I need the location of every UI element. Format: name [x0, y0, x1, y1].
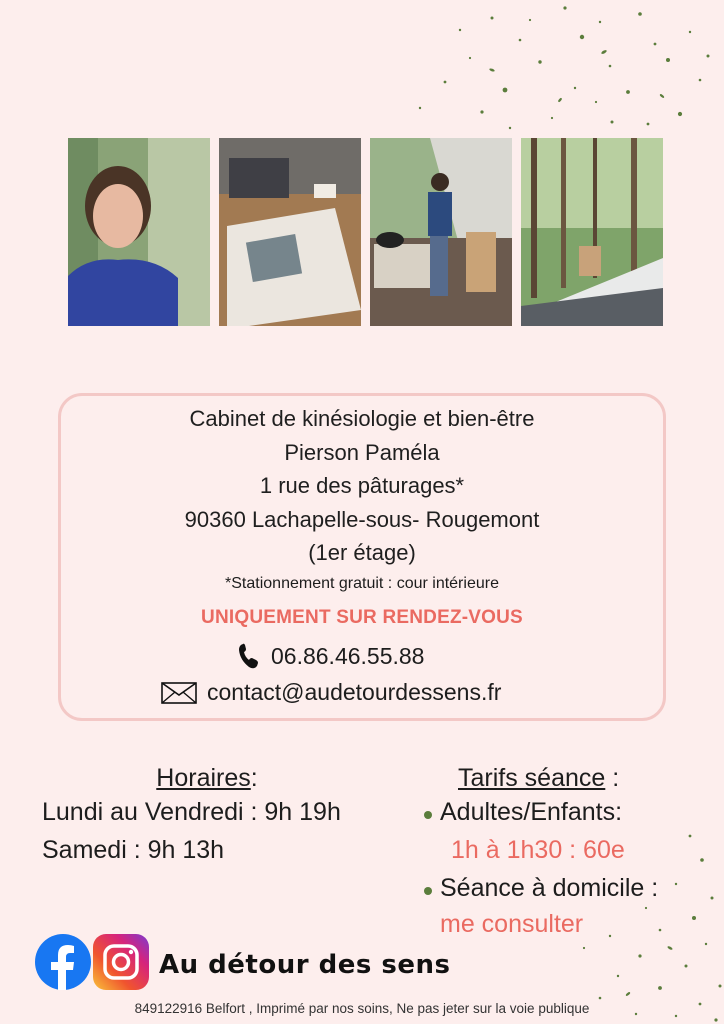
tarifs-section	[424, 764, 658, 941]
tarifs-title: Tarifs séance :	[458, 764, 620, 792]
tarif-item-adults: Adultes/Enfants:	[424, 793, 658, 831]
phone-row[interactable]	[237, 642, 424, 670]
book-table-photo	[219, 138, 361, 326]
card-street-line: 1 rue des pâturages*	[259, 473, 465, 498]
appointment-notice: UNIQUEMENT SUR RENDEZ-VOUS	[201, 606, 523, 628]
card-owner-line: Pierson Paméla	[284, 439, 440, 465]
tarif-price-home: me consulter	[440, 910, 584, 938]
tarif-item-home: Séance à domicile :	[424, 869, 658, 907]
facebook-icon[interactable]	[35, 934, 91, 995]
hours-section	[42, 764, 372, 869]
email-address[interactable]: contact@audetourdessens.fr	[207, 679, 502, 705]
phone-number[interactable]: 06.86.46.55.88	[271, 642, 425, 669]
brand-name: Au détour des sens	[159, 949, 451, 980]
brand-bar	[35, 934, 450, 995]
bullet-icon	[424, 887, 432, 895]
card-business-line: Cabinet de kinésiologie et bien-être	[189, 406, 535, 431]
treatment-photo	[370, 138, 512, 326]
card-floor-line: (1er étage)	[308, 540, 416, 565]
envelope-icon	[161, 681, 197, 705]
phone-icon	[237, 642, 261, 670]
instagram-icon[interactable]	[93, 934, 149, 995]
photo-strip	[68, 138, 663, 326]
hours-row-weekdays: Lundi au Vendredi : 9h 19h	[42, 798, 341, 826]
portrait-photo	[68, 138, 210, 326]
card-city-line: 90360 Lachapelle-sous- Rougemont	[184, 506, 540, 532]
room-photo	[521, 138, 663, 326]
email-row[interactable]	[161, 679, 501, 706]
tarif-price-adults: 1h à 1h30 : 60e	[451, 836, 625, 864]
bullet-icon	[424, 811, 432, 819]
hours-title: Horaires:	[156, 764, 258, 792]
contact-card	[58, 393, 666, 721]
legal-footer: 849122916 Belfort , Imprimé par nos soins, Ne pas jeter sur la voie publique	[134, 1001, 590, 1016]
parking-note: *Stationnement gratuit : cour intérieure	[225, 574, 499, 592]
hours-row-saturday: Samedi : 9h 13h	[42, 836, 225, 864]
